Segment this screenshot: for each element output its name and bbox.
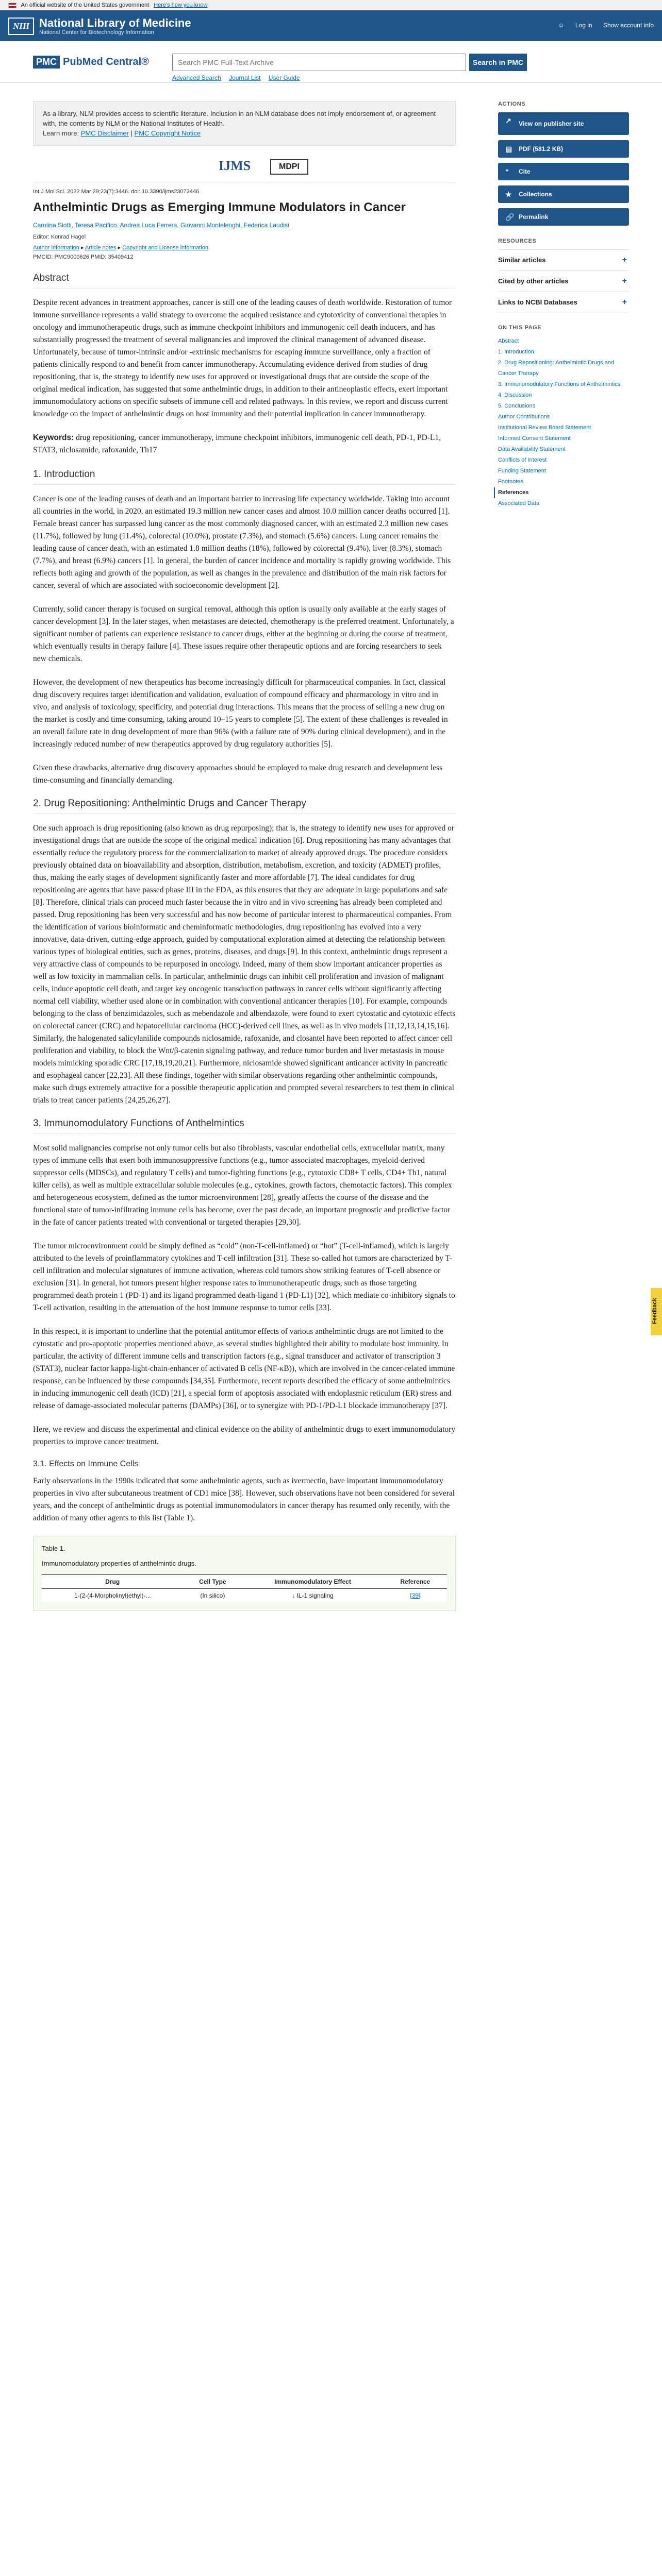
search-links <box>172 74 306 81</box>
notice-separator: | <box>130 129 133 137</box>
header-actions <box>549 22 654 29</box>
login-link[interactable]: Log in <box>575 22 592 29</box>
toc-link[interactable]: Institutional Review Board Statement <box>498 425 591 431</box>
article-notes-link[interactable]: Article notes <box>85 245 117 251</box>
toc-link[interactable]: References <box>494 487 629 498</box>
external-link-icon: ↗ <box>505 116 511 125</box>
view-publisher-button[interactable] <box>498 112 629 135</box>
accordion-label: Links to NCBI Databases <box>498 298 577 306</box>
on-this-page-heading: ON THIS PAGE <box>498 325 542 331</box>
toc-link[interactable]: 5. Conclusions <box>498 403 536 409</box>
resources-heading: RESOURCES <box>498 238 537 244</box>
section-3-paragraph: The tumor microenvironment could be simply defined as “cold” (non-T-cell-inflamed) or “hot” (T-cell-inflamed), which is largely attributed to the levels of proinflammatory cytokines and T-cell infiltration [31]. These so-called hot tumors are characterized by T-cell infiltration and molecular signatures of immune activation, whereas cold tumors show striking features of T-cell absence or exclusion [31]. In general, hot tumors present higher response rates to immunotherapeutic drugs, such as those targeting programmed death protein 1 (PD-1) and its ligand programmed death-ligand 1 (PD-L1) [32], which mediate co-inhibitory signals to T-cell activation, resulting in the attenuation of the host immune response to tumor cells [33]. <box>33 1242 455 1312</box>
publisher-logo: MDPI <box>270 159 308 175</box>
pmc-disclaimer-link[interactable]: PMC Disclaimer <box>80 129 129 137</box>
notice-text: As a library, NLM provides access to scientific literature. Inclusion in an NLM database does not imply endorsement of, or agreement with, the contents by NLM or the National Institutes of Health. <box>43 110 436 127</box>
permalink-button[interactable] <box>498 208 629 226</box>
right-sidebar <box>498 101 629 509</box>
user-guide-link[interactable]: User Guide <box>268 74 300 81</box>
abstract-heading: Abstract <box>33 273 456 289</box>
collections-icon: ★ <box>505 190 512 198</box>
link-icon: 🔗 <box>505 213 515 221</box>
collections-button[interactable] <box>498 185 629 203</box>
table-1 <box>33 1536 456 1611</box>
section-1-heading: 1. Introduction <box>33 469 456 485</box>
article-ids: PMCID: PMC9000626 PMID: 35409412 <box>33 254 134 260</box>
pmc-logo-text: PubMed Central® <box>63 56 149 67</box>
advanced-search-link[interactable]: Advanced Search <box>172 74 221 81</box>
permalink-label: Permalink <box>519 213 549 221</box>
plus-icon: + <box>622 256 627 264</box>
section-1-paragraph: Currently, solid cancer therapy is focused on surgical removal, although this option is usually only available at the early stages of cancer development [3]. In the later stages, when metastases are detected, chemotherapy is the preferred treatment. Unfortunately, a significant number of patients can experience resistance to cancer drugs, either at the beginning or during the course of treatment, which eventually results in therapy failure [4]. These issues require other therapeutic options and are forcing researchers to seek new chemicals. <box>33 605 454 663</box>
section-1-paragraph: However, the development of new therapeutics has become increasingly difficult for pharmaceutical companies. In fact, classical drug discovery requires target identification and validation, evaluation of compound efficacy and pharmacology in vitro and in vivo, and analysis of toxicology, specificity, and potential drug interactions. This means that the process of selling a new drug on the market is costly and time-consuming, taking around 10–15 years to complete [5]. The extent of these challenges is revealed in an overall failure rate in drug development of more than 96% (with a failure rate of 90% during clinical development), and in the increasingly reduced number of new therapeutics approved by drug regulatory authorities [5]. <box>33 678 448 749</box>
table-label: Table 1. <box>42 1545 65 1552</box>
pdf-icon: ▤ <box>505 145 512 153</box>
us-flag-icon <box>8 3 16 8</box>
plus-icon: + <box>622 277 627 285</box>
pmc-search-bar <box>0 41 662 83</box>
toc-link[interactable]: 2. Drug Repositioning: Anthelmintic Drugs and Cancer Therapy <box>498 360 615 377</box>
abstract-text: Despite recent advances in treatment approaches, cancer is still one of the leading causes of death worldwide. Restoration of tumor immune surveillance represents a valid strategy to overcome the acquired resistance and cytotoxicity of conventional therapies in oncology and immunotherapeutic drugs, such as immune checkpoint inhibitors and immunogenic cell death inducers, and has substantially progressed the treatment of several malignancies and improved the clinical management of advanced disease. Unfortunately, because of tumor-intrinsic and/or -extrinsic mechanisms for escaping immune surveillance, only a fraction of patients clinically respond to and benefit from cancer immunotherapy. Accumulating evidence derived from studies of drug repositioning, that is, the strategy to identify new uses for approved or investigational drugs that are outside the scope of the original medical indication, has suggested that some anthelmintic drugs, in addition to their antineoplastic effects, exert important immunomodulatory actions on specific subsets of immune cell and related pathways. In this review, we report and discuss current knowledge on the impact of anthelmintic drugs on host immunity and their potential implication in cancer immunotherapy. <box>33 298 452 418</box>
keywords <box>33 432 456 456</box>
toc-link[interactable]: Informed Consent Statement <box>498 435 571 442</box>
reference-link[interactable]: [39] <box>410 1592 421 1599</box>
journal-list-link[interactable]: Journal List <box>229 74 261 81</box>
article-main <box>33 101 456 1611</box>
notice-learn-label: Learn more: <box>43 129 79 137</box>
account-info-button[interactable]: Show account info <box>603 22 654 29</box>
author-information-link[interactable]: Author information <box>33 245 79 251</box>
toc-link[interactable]: Data Availability Statement <box>498 446 566 452</box>
how-you-know-link[interactable]: Here's how you know <box>154 2 208 8</box>
accordion-label: Cited by other articles <box>498 277 569 285</box>
cite-label: Cite <box>519 168 531 175</box>
on-this-page-nav <box>498 325 629 509</box>
section-3-paragraph: Most solid malignancies comprise not only tumor cells but also fibroblasts, vascular endothelial cells, extracellular matrix, many types of immune cells that exert both immunosuppressive functions (e.g., tumor-associated macrophages, myeloid-derived suppressor cells (MDSCs), and regulatory T cells) and tumor-fighting functions (e.g., cytotoxic CD8+ T cells, CD4+ Th1, natural killer cells), as well as multiple extracellular soluble molecules (e.g., cytokines, growth factors, chemotactic factors). This complex and heterogeneous ecosystem, defined as the tumor microenvironment [28], greatly affects the course of the disease and the functional state of tumor-infiltrating immune cells has become, over the past decade, an important prognostic and predictive factor in the fate of cancer patients treated with conventional or targeted therapies [29,30]. <box>33 1144 452 1227</box>
on-this-page-list <box>498 336 629 509</box>
section-2-paragraph: One such approach is drug repositioning (also known as drug repurposing); that is, the strategy to identify new uses for approved or investigational drugs that are outside the scope of the original medical indication [6]. Drug repositioning has many advantages that essentially reduce the regulatory process for the commercialization to market of already approved drugs. The procedure considers previously obtained data on bioavailability and absorption, distribution, metabolism, excretion, and toxicity (ADMET) profiles, thus, making the early stages of development significantly faster and more affordable [7]. The ideal candidates for drug repositioning are agents that have passed phase III in the FDA, as this ensures that they are adequate in large populations and safe [8]. Therefore, clinical trials can proceed much faster because the in vitro and in vivo screening has already been completed and passed. Drug repositioning has been very successful and has now become of particular interest to pharmaceutical companies. From the identification of various bioinformatic and cheminformatic methodologies, drug repositioning has evolved into a very innovative, data-driven, cutting-edge approach, guided by computational exploration aimed at detecting the relationship between various types of biological entities, such as genes, proteins, diseases, and drugs [9]. In this context, anthelmintic drugs represent a very attractive class of compounds to be repurposed in oncology. Indeed, many of them show important anticancer properties as well as low toxicity in mammalian cells. In particular, anthelmintic drugs can inhibit cell proliferation and invasion of malignant cells, induce apoptotic cell death, and target key oncogenic transduction pathways in cancer cells without significantly affecting normal cell viability, whether used alone or in combination with conventional anticancer therapies [10]. For example, compounds belonging to the class of benzimidazoles, such as mebendazole and albendazole, were found to exert cytostatic and cytotoxic effects on colorectal cancer (CRC) and hepatocellular carcinoma (HCC)-derived cell lines, as well as in vivo models [11,12,13,14,15,16]. Similarly, the halogenated salicylanilide compounds niclosamide, rafoxanide, and closantel have been reported to affect cancer cell proliferation and viability, to block the Wnt/β-catenin signaling pathway, and reduce tumor burden and liver metastasis in mouse models mimicking sporadic CRC [17,18,19,20,21]. Furthermore, niclosamide showed significant anticancer activity in pancreatic and esophageal cancer [22,23]. All these findings, together with similar observations regarding other anthelmintic compounds, make such drugs extremely attractive for a possible therapeutic application and prompted several researchers to test them in clinical trials to treat cancer patients [24,25,26,27]. <box>33 824 456 1105</box>
journal-logo: IJMS <box>219 158 251 173</box>
feedback-button[interactable] <box>651 1288 662 1335</box>
toc-link[interactable]: 1. Introduction <box>498 349 534 355</box>
section-3-paragraph: In this respect, it is important to underline that the potential antitumor effects of various anthelmintic drugs are not limited to the cytostatic and pro-apoptotic properties mentioned above, as several studies highlighted their ability to modulate host immunity. In particular, the activity of different immune cells and transcription factors (e.g., signal transducer and activator of transcription 3 (STAT3), nuclear factor kappa-light-chain-enhancer of activated B cells (NF-κB)), which are involved in the cancer-related immune response, can be influenced by these compounds [34,35]. Furthermore, recent reports described the efficacy of some anthelmintics in inducing immunogenic cell death (ICD) [21], a special form of apoptosis associated with endoplasmic reticulum (ER) stress and release of damage-associated molecular patterns (DAMPs) [36], or to synergize with PD-1/PD-L1 blockade immunotherapy [37]. <box>33 1327 455 1410</box>
ncbi-links-accordion[interactable] <box>498 292 629 313</box>
keywords-list: drug repositioning, cancer immunotherapy, immune checkpoint inhibitors, immunogenic cell death, PD-1, PD-L1, STAT3, niclosamide, rafoxanide, Th17 <box>33 433 441 454</box>
toc-link[interactable]: Associated Data <box>498 500 540 506</box>
toc-link[interactable]: 4. Discussion <box>498 392 532 398</box>
authors-link[interactable]: Carolina Siotti, Teresa Pacifico, Andrea Luca Ferrera, Giovanni Montelenghi, Federica Laudisi <box>33 222 289 229</box>
cited-by-accordion[interactable] <box>498 270 629 292</box>
article-title: Anthelmintic Drugs as Emerging Immune Modulators in Cancer <box>33 200 406 214</box>
section-3-1-heading: 3.1. Effects on Immune Cells <box>33 1460 139 1468</box>
accordion-label: Similar articles <box>498 256 546 264</box>
pdf-label: PDF (581.2 KB) <box>519 145 564 152</box>
gov-banner-text: An official website of the United States government <box>21 2 150 8</box>
editor-line: Editor: Konrad Hagel <box>33 234 86 240</box>
pmc-copyright-link[interactable]: PMC Copyright Notice <box>134 129 201 137</box>
search-button[interactable]: Search in PMC <box>469 54 527 71</box>
section-3-paragraph: Here, we review and discuss the experimental and clinical evidence on the ability of anthelmintic drugs to exert immunomodulatory properties to improve cancer treatment. <box>33 1425 456 1446</box>
cite-button[interactable] <box>498 163 629 180</box>
toc-link[interactable]: Conflicts of Interest <box>498 457 547 463</box>
copyright-info-link[interactable]: Copyright and License information <box>122 245 209 251</box>
nlm-header <box>0 10 662 41</box>
toc-link[interactable]: 3. Immunomodulatory Functions of Anthelmintics <box>498 381 621 387</box>
toc-link[interactable]: Abstract <box>498 338 519 344</box>
table-header-cell: Drug <box>42 1575 183 1589</box>
table-row <box>42 1589 447 1603</box>
similar-articles-accordion[interactable] <box>498 249 629 270</box>
section-3-heading: 3. Immunomodulatory Functions of Anthelmintics <box>33 1118 456 1134</box>
author-list <box>33 221 456 230</box>
nih-logo[interactable]: NIH <box>8 18 34 35</box>
section-3-1-paragraph: Early observations in the 1990s indicated that some anthelmintic agents, such as ivermectin, have important immunomodulatory properties in vivo after subcutaneous treatment of CD1 mice [38]. However, such observations have not been considered for several years, and the concept of anthelmintic drugs as potential immunomodulators in cancer therapy has resumed only recently, with the addition of many other agents to this list (Table 1). <box>33 1477 455 1522</box>
toc-link[interactable]: Footnotes <box>498 479 523 485</box>
pmc-logo-box: PMC <box>33 56 60 69</box>
feedback-label: Feedback <box>652 1298 658 1324</box>
nlm-title[interactable]: National Library of Medicine <box>39 16 191 29</box>
toc-link[interactable]: Funding Statement <box>498 468 546 474</box>
citation-line: Int J Mol Sci. 2022 Mar 29;23(7):3446. doi: 10.3390/ijms23073446 <box>33 189 200 195</box>
table-cell: (In silico) <box>200 1592 225 1599</box>
article-info-links: Author information ▸ Article notes ▸ Copyright and License information <box>33 245 209 251</box>
section-1-paragraph: Cancer is one of the leading causes of death and an important barrier to increasing life expectancy worldwide. Taking into account all countries in the world, in 2020, an estimated 19.3 million new cancer cases and almost 10.0 million cancer deaths occurred [1]. Female breast cancer has surpassed lung cancer as the most commonly diagnosed cancer, with an estimated 2.3 million new cases (11.7%), followed by lung (11.4%), colorectal (10.0%), prostate (7.3%), and stomach (5.6%) cancers. Lung cancer remains the leading cause of cancer death, with an estimated 1.8 million deaths (18%), followed by colorectal (9.4%), liver (8.3%), stomach (7.7%), and breast (6.9%) cancers [1]. In general, the burden of cancer incidence and mortality is rapidly growing worldwide. This reflects both aging and growth of the population, as well as changes in the prevalence and distribution of the main risk factors for cancer, several of which are associated with socioeconomic development [2]. <box>33 495 451 590</box>
table-cell: 1-(2-(4-Morpholinyl)ethyl)-... <box>74 1592 151 1599</box>
table-header-cell: Immunomodulatory Effect <box>242 1575 383 1589</box>
section-2-heading: 2. Drug Repositioning: Anthelmintic Drugs and Cancer Therapy <box>33 798 456 814</box>
table-1-grid <box>42 1574 447 1602</box>
pdf-button[interactable] <box>498 140 629 158</box>
view-publisher-label: View on publisher site <box>519 120 584 127</box>
table-cell: ↓ IL-1 signaling <box>292 1592 334 1599</box>
search-input[interactable] <box>172 54 466 71</box>
section-1-paragraph: Given these drawbacks, alternative drug discovery approaches should be employed to make drug research and development less time-consuming and financially demanding. <box>33 764 443 785</box>
table-header-cell: Reference <box>384 1575 447 1589</box>
user-icon[interactable]: ☺ <box>558 22 565 29</box>
gov-banner <box>0 0 662 10</box>
disclaimer-notice <box>33 101 456 146</box>
toc-link[interactable]: Author Contributions <box>498 414 550 420</box>
quote-icon: “ <box>505 167 509 176</box>
table-cell <box>384 1589 447 1603</box>
journal-banner[interactable] <box>33 151 456 182</box>
plus-icon: + <box>622 298 627 307</box>
collections-label: Collections <box>519 191 552 198</box>
keywords-label: Keywords: <box>33 433 74 442</box>
ncbi-subtitle: National Center for Biotechnology Information <box>39 29 154 36</box>
pmc-logo[interactable] <box>33 56 149 69</box>
actions-heading: ACTIONS <box>498 101 525 107</box>
table-header-cell: Cell Type <box>183 1575 242 1589</box>
table-caption: Immunomodulatory properties of anthelmintic drugs. <box>42 1560 196 1567</box>
